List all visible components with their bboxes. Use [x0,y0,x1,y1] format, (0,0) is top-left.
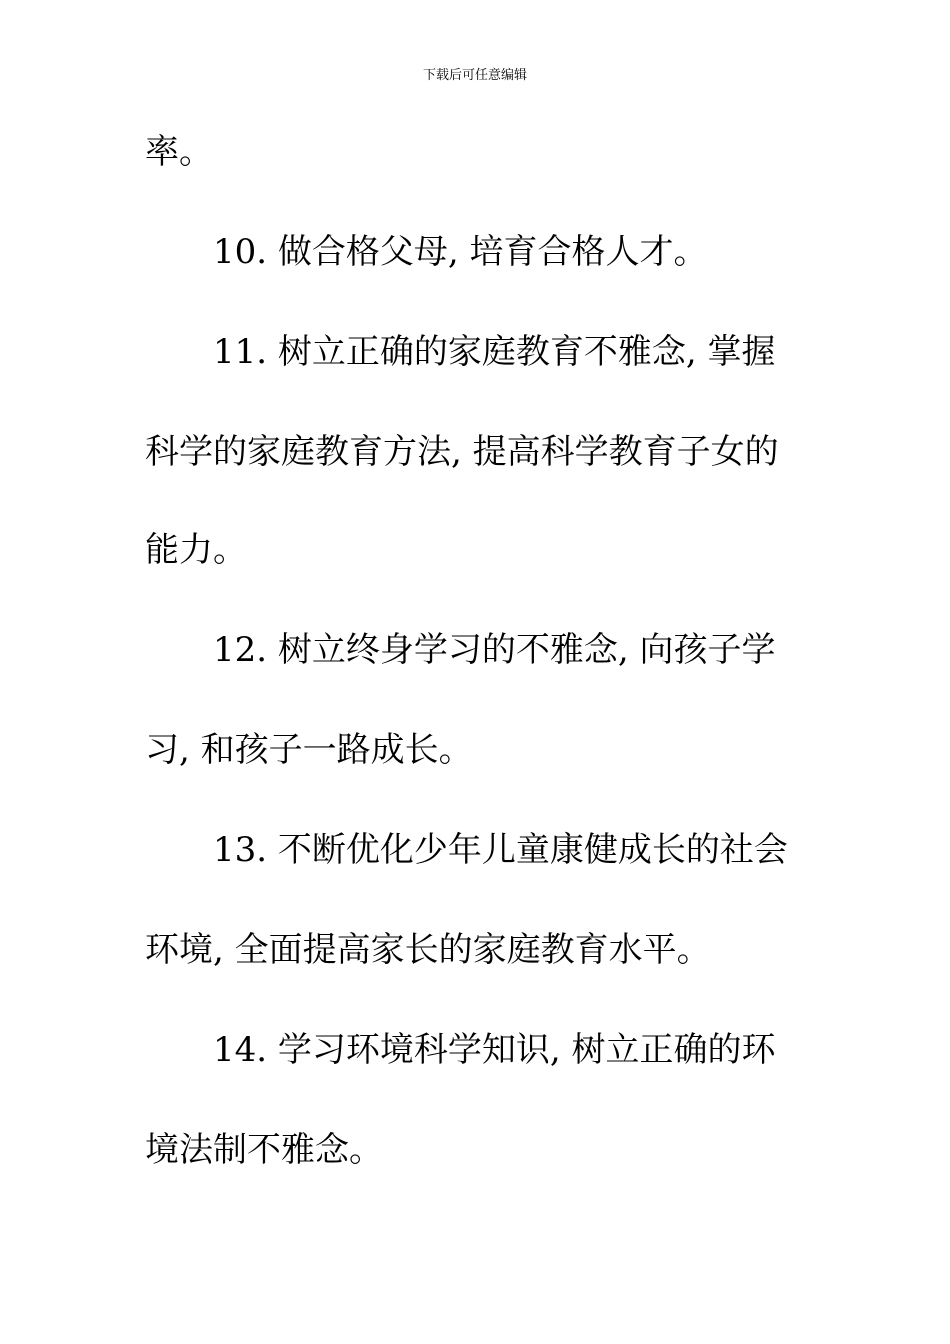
text-line-11: 境法制不雅念。 [145,1130,383,1170]
text-line-9: 环境, 全面提高家长的家庭教育水平。 [145,930,711,970]
text-line-5: 能力。 [145,530,247,570]
text-line-6: 12. 树立终身学习的不雅念, 向孩子学 [213,630,776,670]
text-line-7: 习, 和孩子一路成长。 [145,730,473,770]
text-line-2: 10. 做合格父母, 培育合格人才。 [213,232,708,272]
text-line-4: 科学的家庭教育方法, 提高科学教育子女的 [145,432,779,472]
text-line-8: 13. 不断优化少年儿童康健成长的社会 [213,830,788,870]
page-header: 下载后可任意编辑 [422,68,527,83]
text-line-1: 率。 [145,132,213,172]
text-line-3: 11. 树立正确的家庭教育不雅念, 掌握 [213,332,776,372]
text-line-10: 14. 学习环境科学知识, 树立正确的环 [213,1030,776,1070]
